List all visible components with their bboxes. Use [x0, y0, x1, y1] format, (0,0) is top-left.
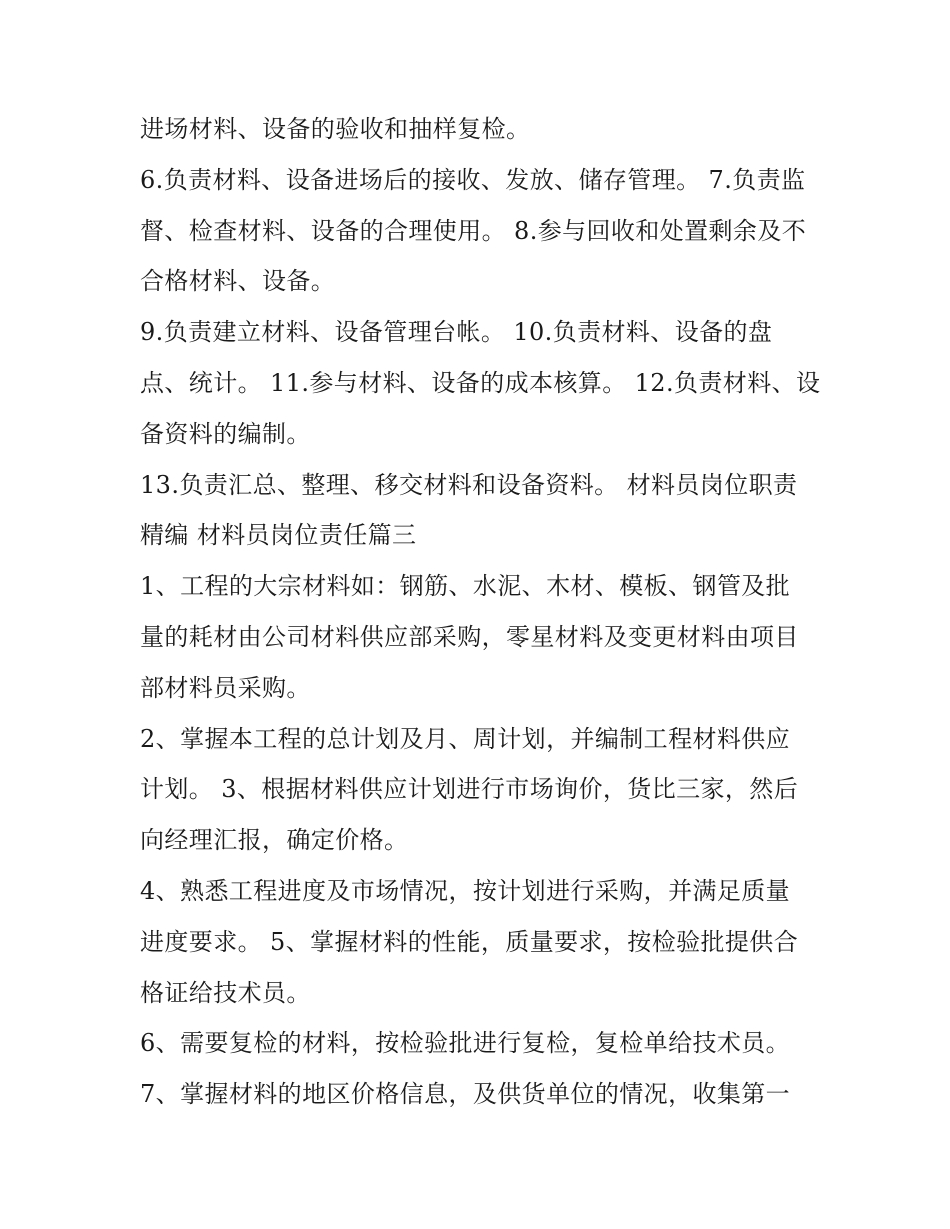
text-line: 进度要求。 5、掌握材料的性能，质量要求，按检验批提供合	[140, 927, 799, 956]
document-body	[140, 104, 820, 1120]
text-line: 6、需要复检的材料，按检验批进行复检，复检单给技术员。	[140, 1029, 791, 1058]
text-line: 1、工程的大宗材料如：钢筋、水泥、木材、模板、钢管及批	[140, 572, 791, 601]
text-line: 备资料的编制。	[140, 419, 311, 448]
text-line: 部材料员采购。	[140, 673, 311, 702]
text-line: 督、检查材料、设备的合理使用。 8.参与回收和处置剩余及不	[140, 216, 807, 245]
text-line: 2、掌握本工程的总计划及月、周计划，并编制工程材料供应	[140, 724, 791, 753]
text-line: 7、掌握材料的地区价格信息，及供货单位的情况，收集第一	[140, 1080, 791, 1109]
text-line: 精编 材料员岗位责任篇三	[140, 521, 417, 550]
text-line: 4、熟悉工程进度及市场情况，按计划进行采购，并满足质量	[140, 876, 791, 905]
text-line: 6.负责材料、设备进场后的接收、发放、储存管理。 7.负责监	[140, 165, 806, 194]
text-line: 点、统计。 11.参与材料、设备的成本核算。 12.负责材料、设	[140, 368, 821, 397]
text-line: 计划。 3、根据材料供应计划进行市场询价，货比三家，然后	[140, 775, 799, 804]
text-line: 向经理汇报，确定价格。	[140, 826, 409, 855]
text-line: 合格材料、设备。	[140, 267, 336, 296]
text-line: 13.负责汇总、整理、移交材料和设备资料。 材料员岗位职责	[140, 470, 798, 499]
text-line: 格证给技术员。	[140, 978, 311, 1007]
text-line: 9.负责建立材料、设备管理台帐。 10.负责材料、设备的盘	[140, 318, 773, 347]
text-line: 量的耗材由公司材料供应部采购，零星材料及变更材料由项目	[140, 622, 799, 651]
text-line: 进场材料、设备的验收和抽样复检。	[140, 115, 531, 143]
